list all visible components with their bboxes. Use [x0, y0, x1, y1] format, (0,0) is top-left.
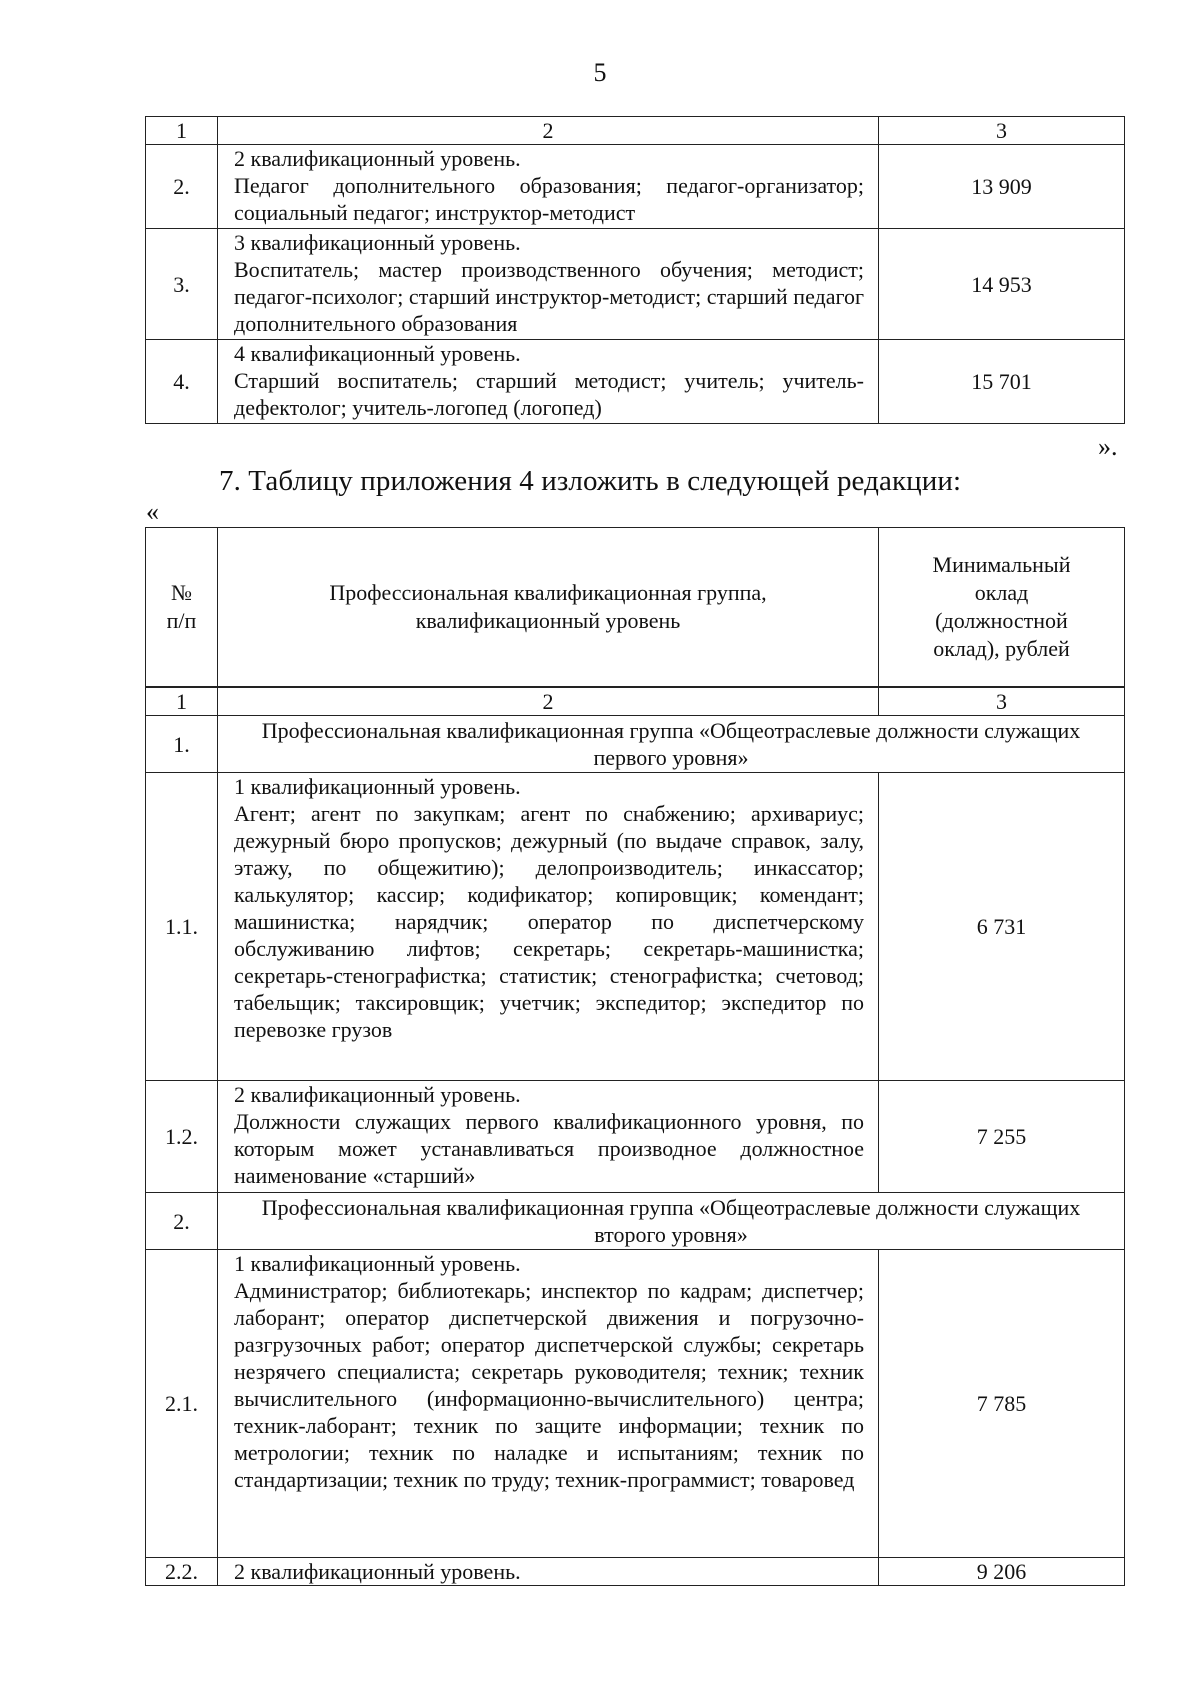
header-salary — [879, 528, 1125, 687]
qualification-level: 4 квалификационный уровень. — [234, 341, 521, 366]
positions-list: Агент; агент по закупкам; агент по снабжению; архивариус; дежурный бюро пропусков; дежурный (по выдаче справок, залу, этажу, по общежитию); делопроизводитель; инкассатор; калькулятор; кассир; кодификатор; копировщик; комендант; машинистка; нарядчик; оператор по диспетчерскому обслуживанию лифтов; секретарь; секретарь-машинистка; секретарь-стенографистка; статистик; стенографистка; счетовод; табельщик; таксировщик; учетчик; экспедитор; экспедитор по перевозке грузов — [234, 801, 864, 1042]
table-row — [146, 340, 1125, 424]
table-row — [146, 229, 1125, 340]
salary-table-continued — [145, 116, 1125, 424]
column-index: 1 — [146, 117, 218, 145]
salary-value: 15 701 — [879, 340, 1125, 424]
table-row — [146, 145, 1125, 229]
new-salary-table — [145, 687, 1125, 1586]
row-description — [218, 1081, 879, 1193]
salary-value: 13 909 — [879, 145, 1125, 229]
column-index-row — [146, 117, 1125, 145]
header-group-line: квалификационный уровень — [415, 608, 681, 633]
group-title: Профессиональная квалификационная группа «Общеотраслевые должности служащих второго уровня» — [218, 1193, 1125, 1250]
table-row — [146, 773, 1125, 1081]
positions-list: Воспитатель; мастер производственного обучения; методист; педагог-психолог; старший инструктор-методист; старший педагог дополнительного образования — [234, 257, 864, 336]
closing-quote: ». — [1098, 432, 1118, 461]
qualification-level: 3 квалификационный уровень. — [234, 230, 521, 255]
row-description — [218, 1558, 879, 1586]
row-description — [218, 1250, 879, 1558]
row-number: 1.2. — [146, 1081, 218, 1193]
column-index-row — [146, 688, 1125, 716]
column-index: 3 — [879, 117, 1125, 145]
opening-quote: « — [146, 497, 159, 526]
row-description — [218, 773, 879, 1081]
row-description — [218, 340, 879, 424]
page-number: 5 — [593, 58, 607, 87]
qualification-level: 2 квалификационный уровень. — [234, 146, 521, 171]
positions-list: Должности служащих первого квалификационного уровня, по которым может устанавливаться производное должностное наименование «старший» — [234, 1109, 864, 1188]
table-row — [146, 1558, 1125, 1586]
group-number: 2. — [146, 1193, 218, 1250]
new-table-header — [145, 527, 1125, 687]
row-number: 2.2. — [146, 1558, 218, 1586]
header-number-sign: № — [171, 580, 192, 605]
group-number: 1. — [146, 716, 218, 773]
row-number: 2.1. — [146, 1250, 218, 1558]
positions-list: Старший воспитатель; старший методист; учитель; учитель-дефектолог; учитель-логопед (логопед) — [234, 368, 864, 420]
row-description — [218, 229, 879, 340]
header-salary-line: (должностной — [935, 608, 1068, 633]
header-salary-line: оклад — [974, 580, 1029, 605]
row-number: 4. — [146, 340, 218, 424]
qualification-level: 2 квалификационный уровень. — [234, 1559, 521, 1584]
positions-list: Администратор; библиотекарь; инспектор по кадрам; диспетчер; лаборант; оператор диспетчерской движения и погрузочно-разгрузочных работ; оператор диспетчерской службы; секретарь незрячего специалиста; секретарь руководителя; техник; техник вычислительного (информационно-вычислительного) центра; техник-лаборант; техник по защите информации; техник по метрологии; техник по наладке и испытаниям; техник по стандартизации; техник по труду; техник-программист; товаровед — [234, 1278, 864, 1492]
column-index: 3 — [879, 688, 1125, 716]
qualification-level: 2 квалификационный уровень. — [234, 1082, 521, 1107]
salary-value: 6 731 — [879, 773, 1125, 1081]
positions-list: Педагог дополнительного образования; педагог-организатор; социальный педагог; инструктор-методист — [234, 173, 864, 225]
header-salary-line: оклад), рублей — [933, 636, 1070, 661]
header-number-label: п/п — [166, 608, 197, 633]
salary-value: 14 953 — [879, 229, 1125, 340]
header-row — [146, 528, 1125, 687]
table-row — [146, 1250, 1125, 1558]
column-index: 1 — [146, 688, 218, 716]
row-number: 2. — [146, 145, 218, 229]
column-index: 2 — [218, 688, 879, 716]
group-title: Профессиональная квалификационная группа «Общеотраслевые должности служащих первого уровня» — [218, 716, 1125, 773]
table-row — [146, 1081, 1125, 1193]
header-group-line: Профессиональная квалификационная группа, — [329, 580, 767, 605]
header-salary-line: Минимальный — [932, 552, 1071, 577]
row-number: 3. — [146, 229, 218, 340]
instruction-text: 7. Таблицу приложения 4 изложить в следующей редакции: — [219, 465, 962, 497]
salary-value: 7 255 — [879, 1081, 1125, 1193]
qualification-level: 1 квалификационный уровень. — [234, 1251, 521, 1276]
group-row — [146, 716, 1125, 773]
header-group — [218, 528, 879, 687]
group-row — [146, 1193, 1125, 1250]
header-number — [146, 528, 218, 687]
row-number: 1.1. — [146, 773, 218, 1081]
column-index: 2 — [218, 117, 879, 145]
row-description — [218, 145, 879, 229]
salary-value: 9 206 — [879, 1558, 1125, 1586]
qualification-level: 1 квалификационный уровень. — [234, 774, 521, 799]
salary-value: 7 785 — [879, 1250, 1125, 1558]
